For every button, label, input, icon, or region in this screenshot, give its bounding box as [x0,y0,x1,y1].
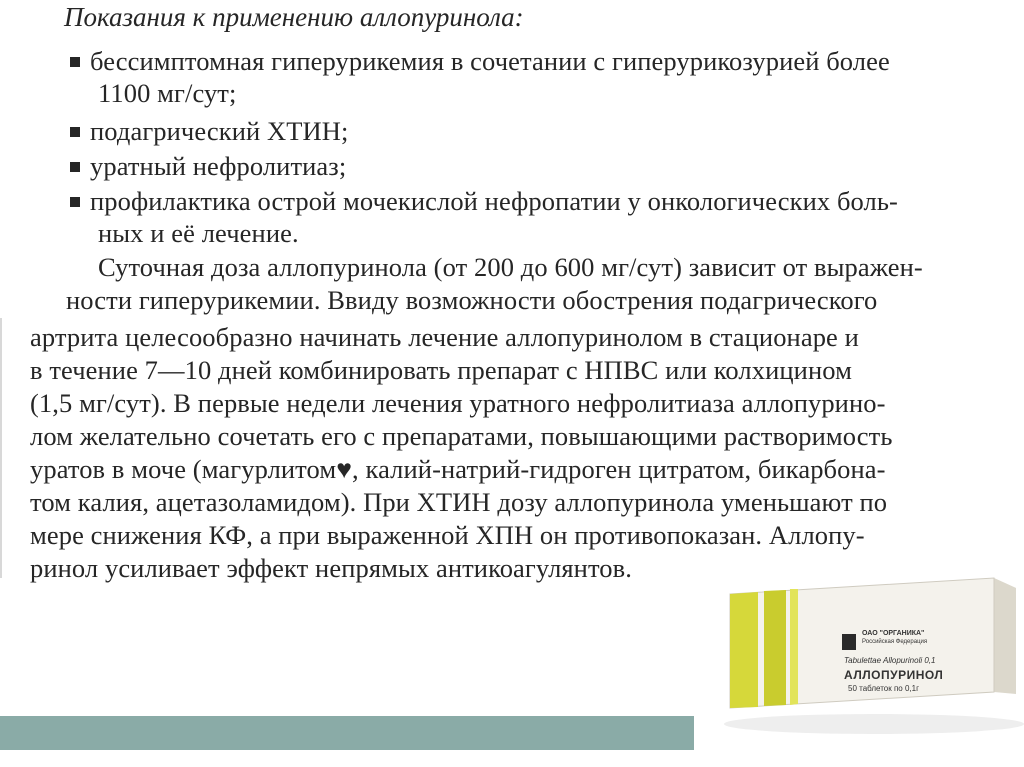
allopurinol-package-image [694,574,1024,767]
indication-text: профилактика острой мочекислой нефропатии у онкологических боль- [90,186,898,216]
paragraph-line: Суточная доза аллопуринола (от 200 до 600 мг/сут) зависит от выражен- [98,252,923,282]
paragraph-line: мере снижения КФ, а при выраженной ХПН он противопоказан. Аллопу- [30,520,865,550]
paragraph-line: том калия, ацетазоламидом). При ХТИН дозу аллопуринола уменьшают по [30,487,888,517]
indication-item [70,151,970,181]
package-count: 50 таблеток по 0,1г [848,684,920,693]
indication-text: подагрический ХТИН; [90,116,349,146]
package-latin-name: Tabulettae Allopurinoli 0,1 [844,656,936,665]
bullet-square-icon [70,57,80,67]
indication-item [70,116,970,146]
indications-heading: Показания к применению аллопуринола: [64,2,524,32]
paragraph-line: ринол усиливает эффект непрямых антикоагулянтов. [30,553,632,583]
indication-item [70,46,970,76]
paragraph-line: (1,5 мг/сут). В первые недели лечения уратного нефролитиаза аллопурино- [30,388,886,418]
paragraph-line: уратов в моче (магурлитом♥, калий-натрий-гидроген цитратом, бикарбона- [30,454,886,484]
indication-item [70,186,970,216]
bullet-square-icon [70,127,80,137]
paragraph-line: артрита целесообразно начинать лечение аллопуринолом в стационаре и [30,322,859,352]
package-country: Российская Федерация [862,639,928,645]
bullet-square-icon [70,197,80,207]
package-drug-name: АЛЛОПУРИНОЛ [844,668,944,682]
paragraph-line: лом желательно сочетать его с препаратами, повышающими растворимость [30,421,893,451]
indication-continuation: ных и её лечение. [98,218,299,248]
paragraph-line: в течение 7—10 дней комбинировать препарат с НПВС или колхицином [30,355,852,385]
indication-text: уратный нефролитиаз; [90,151,347,181]
paragraph-line: ности гиперурикемии. Ввиду возможности обострения подагрического [66,285,878,315]
indication-text: бессимптомная гиперурикемия в сочетании с гиперурикозурией более [90,46,890,76]
package-maker: ОАО "ОРГАНИКА" [862,630,925,637]
indication-continuation: 1100 мг/сут; [98,78,237,108]
bullet-square-icon [70,162,80,172]
left-edge-rule [0,318,16,578]
